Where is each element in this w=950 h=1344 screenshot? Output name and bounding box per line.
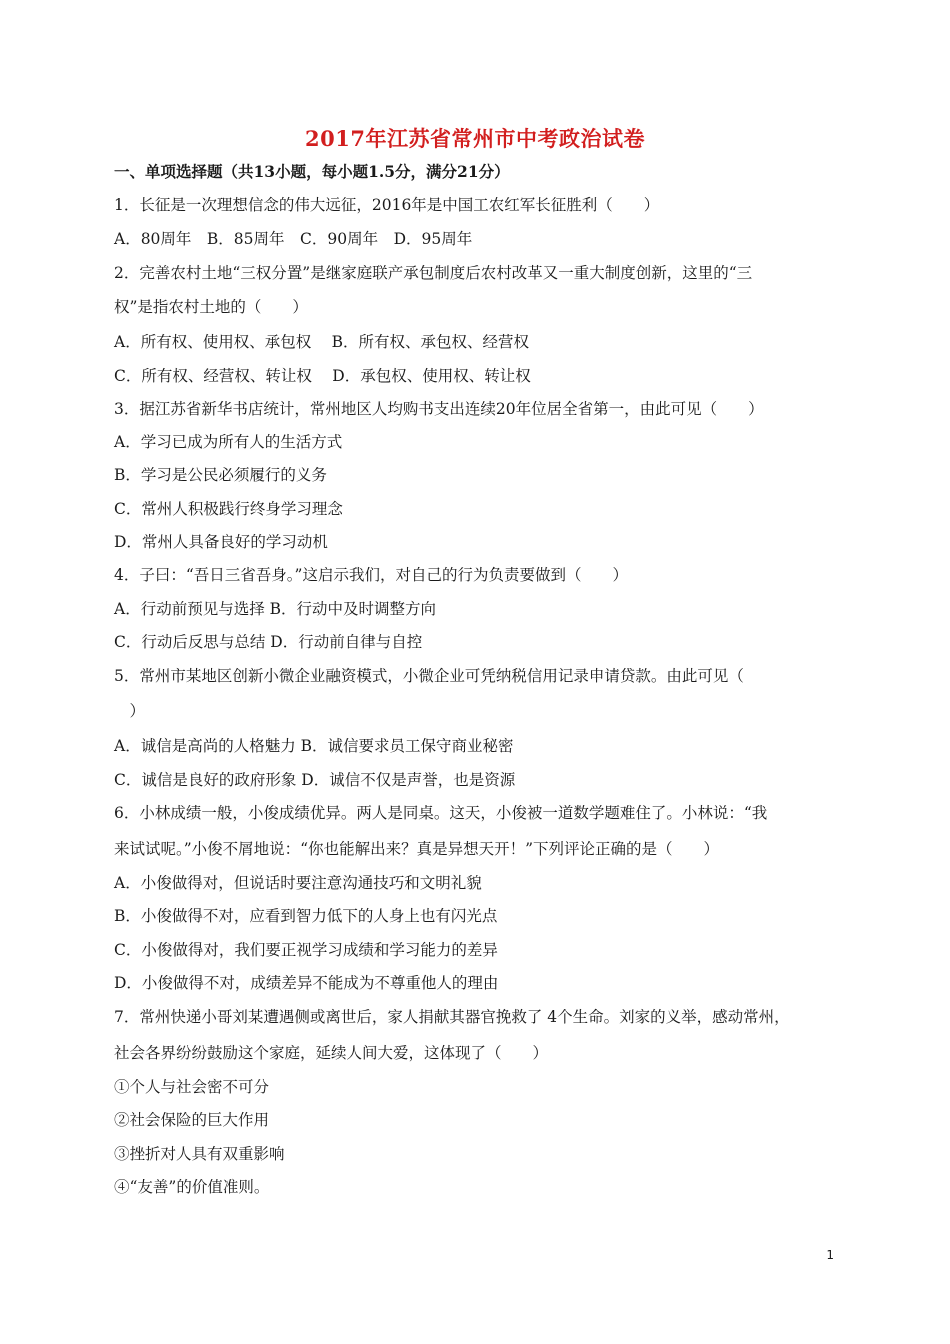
question-text: 来试试呢。”小俊不屑地说：“你也能解出来？真是异想天开！”下列评论正确的是（ ）: [114, 840, 720, 858]
option-line: C．常州人积极践行终身学习理念: [114, 500, 343, 518]
option-line: A．行动前预见与选择 B．行动中及时调整方向: [114, 600, 437, 618]
option-line: A．小俊做得对，但说话时要注意沟通技巧和文明礼貌: [114, 874, 482, 892]
question-text: 2．完善农村土地“三权分置”是继家庭联产承包制度后农村改革又一重大制度创新，这里的“三: [114, 264, 753, 282]
option-line: A．所有权、使用权、承包权 B．所有权、承包权、经营权: [114, 333, 530, 351]
question-text: 社会各界纷纷鼓励这个家庭，延续人间大爱，这体现了（ ）: [114, 1044, 549, 1062]
question-text: 7．常州快递小哥刘某遭遇侧或离世后，家人捐献其器官挽救了 4个生命。刘家的义举，感动常州，: [114, 1008, 790, 1026]
option-line: C．小俊做得对，我们要正视学习成绩和学习能力的差异: [114, 941, 498, 959]
question-text: ）: [114, 702, 146, 720]
question-text: 5．常州市某地区创新小微企业融资模式，小微企业可凭纳税信用记录申请贷款。由此可见（: [114, 667, 744, 685]
option-line: B．小俊做得不对，应看到智力低下的人身上也有闪光点: [114, 907, 498, 925]
question-text: 6．小林成绩一般，小俊成绩优异。两人是同桌。这天，小俊被一道数学题难住了。小林说：“我: [114, 804, 768, 822]
option-line: D．小俊做得不对，成绩差异不能成为不尊重他人的理由: [114, 974, 499, 992]
statement-line: ④“友善”的价值准则。: [114, 1178, 270, 1196]
option-line: C．所有权、经营权、转让权 D．承包权、使用权、转让权: [114, 367, 531, 385]
option-line: A．80周年 B．85周年 C．90周年 D．95周年: [114, 230, 473, 248]
question-text: 权”是指农村土地的（ ）: [114, 298, 308, 316]
option-line: C．诚信是良好的政府形象 D．诚信不仅是声誉，也是资源: [114, 771, 516, 789]
statement-line: ②社会保险的巨大作用: [114, 1111, 270, 1129]
question-text: 4．子曰：“吾日三省吾身。”这启示我们，对自己的行为负责要做到（ ）: [114, 566, 628, 584]
question-text: 3．据江苏省新华书店统计，常州地区人均购书支出连续20年位居全省第一，由此可见（ ）: [114, 400, 764, 418]
section-heading: 一、单项选择题（共13小题，每小题1.5分，满分21分）: [114, 162, 510, 181]
page-title: 2017年江苏省常州市中考政治试卷: [305, 126, 645, 151]
question-text: 1．长征是一次理想信念的伟大远征，2016年是中国工农红军长征胜利（ ）: [114, 196, 660, 214]
statement-line: ③挫折对人具有双重影响: [114, 1145, 285, 1163]
option-line: A．诚信是高尚的人格魅力 B．诚信要求员工保守商业秘密: [114, 737, 514, 755]
option-line: D．常州人具备良好的学习动机: [114, 533, 328, 551]
option-line: A．学习已成为所有人的生活方式: [114, 433, 343, 451]
option-line: B．学习是公民必须履行的义务: [114, 466, 327, 484]
option-line: C．行动后反思与总结 D．行动前自律与自控: [114, 633, 423, 651]
statement-line: ①个人与社会密不可分: [114, 1078, 270, 1096]
page-number: 1: [826, 1248, 834, 1262]
